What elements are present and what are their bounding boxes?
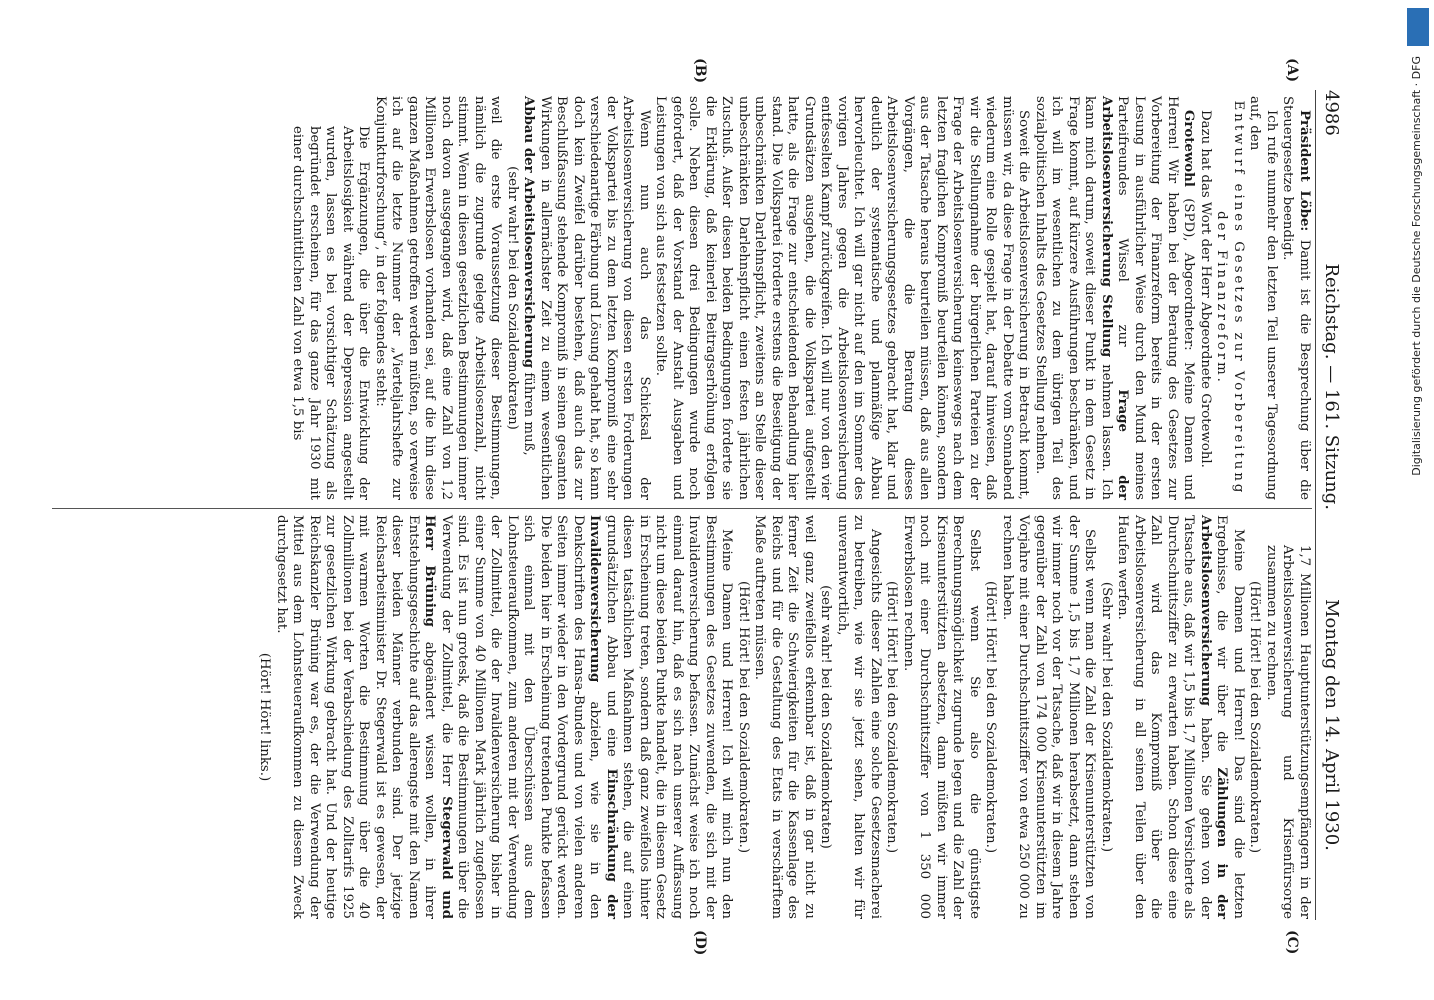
agenda-title: Entwurf eines Gesetzes zur Vorbereitung der Finanzreform. — [1214, 100, 1246, 496]
speaker-name: Präsident Löbe: — [1297, 110, 1312, 232]
page-number: 4986 — [1321, 90, 1342, 136]
paragraph-text: Meine Damen und Herren! Ich will mich nun den Bestimmungen des Gesetzes zuwenden, die sich mit der Invalidenversicherung befassen. Zunächst weise ich noch einmal darauf hin, daß es sich nach unserer Auffassung nicht um diese beiden Punkte handelt, die in diesem Gesetz in Erscheinung treten, sondern daß ganz zweifellos hinter diesen tatsächlichen Maßnahmen stehen, die auf einen grundsätzlichen Abbau und eine — [604, 515, 735, 919]
speaker-name: Grotewohl — [1181, 110, 1197, 187]
quotation: Die Ergänzungen, die über die Entwicklung der Arbeitslosigkeit während der Depression angestellt wurden, lassen es bei vorsichtiger Schätzung als begründet erscheinen, für das ganze Jahr 1930 mit einer durchschnittlichen Zahl von etwa 1,5 bis — [290, 126, 372, 500]
paragraph — [1279, 96, 1312, 500]
margin-marker-b: (B) — [692, 58, 708, 84]
emphasis-text: Einschränkung der Invalidenversicherung — [587, 515, 619, 919]
paragraph — [1114, 515, 1246, 919]
paragraph: Soweit die Arbeitslosenversicherung in Betracht kommt, müssen wir, da diese Frage in der Debatte vom Sonnabend wiederum eine Rolle gespielt hat, darauf hinweisen, daß wir die Stellungnahme der bürgerlichen Parteien zu der Frage der Arbeitslosenversicherung keineswegs nach dem letzten fraglichen Kompromiß beurteilen können, sondern aus der Tatsache heraus beurteilen müssen, daß aus allen Vorgängen, die die Beratung dieses Arbeitslosenversicherungsgesetzes gebracht hat, klar und deutlich der systematische und planmäßige Abbau hervorleuchtet. Ich will gar nicht auf den im Sommer des vorigen Jahres gegen die Arbeitslosenversicherung entfesselten Kampf zurückgreifen. Ich will nur von den vier Grundsätzen ausgehen, die die Volkspartei aufgestellt hatte, als die Frage zur entscheidenden Behandlung hier stand. Die Volkspartei forderte erstens die Beseitigung der unbeschränkten Darlehnspflicht, zweitens an Stelle dieser unbeschränkten Darlehnspflicht einen festen jährlichen Zuschuß. Außer diesen beiden Bedingungen forderte sie die Erklärung, daß keinerlei Beitragserhöhung erfolgen solle. Neben diesen drei Bedingungen wurde noch gefordert, daß der Vorstand der Anstalt Ausgaben und Leistungen von sich aus festsetzen sollte. — [653, 96, 1032, 500]
paragraph-text: nehmen lassen. Ich kann mich darum, soweit dieser Punkt in dem Gesetz in Frage kommt, auf kürzere Ausführungen beschränken, und ich will im wesentlichen zu dem übrigen Teil des sozialpolitischen Inhalts des Gesetzes Stellung nehmen. — [1033, 96, 1114, 500]
paragraph-text: Wenn nun auch das Schicksal der Arbeitslosenversicherung von diesen ersten Forderungen der Volkspartei bis zu dem letzten Kompromiß eine sehr verschiedenartige Färbung und Lösung gehabt hat, so kann doch kein Zweifel darüber bestehen, daß auch das zur Beschlußfassung stehende Kompromiß in seinen gesamten Wirkungen in allernächster Zeit zu einem wesentlichen — [538, 96, 652, 500]
paragraph: weil die erste Voraussetzung dieser Bestimmungen, nämlich die zugrunde gelegte Arbeitslosenzahl, nicht stimmt. Wenn in diesen gesetzlichen Bestimmungen immer noch davon ausgegangen wird, daß eine Zahl von 1,2 Millionen Erwerbslosen vorhanden sei, auf die hin diese ganzen Maßnahmen getroffen werden müßten, so verweise ich auf die letzte Nummer der „Vierteljahrshefte zur Konjunkturforschung“, in der folgendes steht: — [373, 96, 504, 500]
emphasis-text: Stegerwald und Herr Brüning — [422, 515, 454, 919]
right-column — [256, 515, 1312, 919]
margin-marker-d: (D) — [692, 930, 708, 956]
paragraph: Dazu hat das Wort der Herr Abgeordnete Grotewohl. — [1198, 110, 1213, 468]
interjection: (sehr wahr! bei den Sozialdemokraten) — [505, 166, 520, 430]
paragraph-text: haben. Sie gehen von der Tatsache aus, daß wir 1,5 bis 1,7 Millionen Versicherte als Durchschnittsziffer zu erwarten haben. Schon diese eine Zahl wird das Kompromiß über die Arbeitslosenversicherung in all seinen Teilen über den Haufen werfen. — [1115, 515, 1213, 919]
column-divider — [52, 508, 1312, 509]
interjection: (sehr wahr! bei den Sozialdemokraten) — [818, 585, 834, 849]
emphasis-text: Zählungen in der Arbeitslosenversicherung — [1198, 515, 1230, 920]
paragraph-text: Meine Damen und Herren! Das sind die letzten Ergebnisse, die wir über die — [1214, 515, 1246, 919]
dfg-logo-icon — [1407, 8, 1429, 46]
interjection: (Hört! Hört! bei den Sozialdemokraten.) — [884, 580, 900, 854]
interjection: (Hört! Hört! bei den Sozialdemokraten.) — [1247, 580, 1263, 854]
emphasis-text: Frage der Arbeitslosenversicherung Stellung — [1099, 96, 1131, 500]
paragraph-text: abzielen, wie sie in den Denkschriften des Hansa-Bundes und von vielen anderen Seiten immer wieder in den Vordergrund gerückt werden. Die beiden hier in Erscheinung tretenden Punkte befassen sich einmal mit den Überschüssen aus dem Lohnsteueraufkommen, zum anderen mit der Verwendung der Zollmittel, die der Invalidenversicherung bisher in einer Summe von 40 Millionen Mark jährlich zugeflossen sind. Es ist nun grotesk, daß die Bestimmungen über die Verwendung der Zollmittel, die Herr — [439, 515, 603, 919]
paragraph — [273, 515, 735, 919]
paragraph-text: abgeändert wissen wollen, in ihrer Entstehungsgeschichte auf das allerengste mit den Namen dieser beiden Männer verbunden sind. Der jetzige Reichsarbeitsminister Dr. Stegerwald ist es gewesen, der mit warmen Worten die Bestimmung über die 40 Zollmillionen bei der Verabschiedung des Zolltarifs 1925 zur gesetzlichen Wirkung gebracht hat. Und der heutige Reichskanzler Brüning war es, der die Verwendung der Mittel aus dem Lohnsteueraufkommen zu diesem Zweck durchgesetzt hat. — [274, 515, 438, 920]
paragraph: weil ganz zweifellos erkennbar ist, daß in gar nicht zu ferner Zeit die Schwierigkeiten für die Kassenlage des Reichs und für die Gestaltung des Etats in verschärftem Maße auftreten müssen. — [752, 515, 817, 919]
paragraph: Angesichts dieser Zahlen eine solche Gesetzesmacherei zu betreiben, wie wir sie jetzt sehen, halten wir für unverantwortlich, — [835, 515, 883, 919]
credit-text: Digitalisierung gefördert durch die Deutsche Forschungsgemeinschaft · — [1410, 82, 1423, 476]
emphasis-text: Abbau der Arbeitslosenversicherung — [521, 96, 537, 369]
quotation: 1,7 Millionen Hauptunterstützungsempfängern in der Arbeitslosenversicherung und Krisenfürsorge zusammen zu rechnen. — [1264, 545, 1312, 919]
paragraph: Ich rufe nunmehr den letzten Teil unserer Tagesordnung auf, den — [1247, 96, 1279, 500]
margin-marker-a: (A) — [1284, 58, 1300, 83]
header-rule — [1315, 90, 1316, 920]
interjection: (Sehr wahr! bei den Sozialdemokraten.) — [1099, 581, 1114, 853]
left-column — [289, 96, 1312, 500]
interjection: (Hört! Hört! bei den Sozialdemokraten.) — [983, 580, 999, 854]
paragraph-text: führen muß, — [521, 372, 537, 456]
paragraph-text: Damit ist die Besprechung über die Steuergesetze beendigt. — [1280, 96, 1312, 500]
digitization-credit-sidebar — [1404, 8, 1430, 992]
paragraph — [520, 96, 652, 500]
dfg-logo-label: DFG — [1410, 56, 1423, 80]
paragraph-text: (SPD), Abgeordneter: Meine Damen und Herren! Wir haben bei der Beratung des Gesetzes zur Vorbereitung der Finanzreform bereits in der ersten Lesung in ausführlicher Weise durch den Mund meines Parteifreundes Wissel zur — [1115, 96, 1197, 501]
paragraph: Selbst wenn man die Zahl der Krisenunterstützten von der Summe 1,5 bis 1,7 Millionen herabsetzt, dann stehen wir immer noch vor der Tatsache, daß wir in diesem Jahre gegenüber der Zahl von 174 000 Krisenunterstützten im Vorjahre mit einer Durchschnittsziffer von etwa 250 000 zu rechnen haben. — [1000, 515, 1098, 919]
session-date: Montag den 14. April 1930. — [1321, 599, 1342, 851]
digitization-credit — [1404, 8, 1430, 992]
interjection: (Hört! Hört! links.) — [257, 652, 273, 782]
page-header — [1314, 90, 1348, 920]
interjection: (Hört! Hört! bei den Sozialdemokraten.) — [736, 580, 751, 854]
session-title: Reichstag. — 161. Sitzung. — [1321, 263, 1342, 510]
paragraph: Selbst wenn Sie also die günstigste Berechnungsmöglichkeit zugrunde legen und die Zahl der Krisenunterstützten absetzen, dann müßten wir immer noch mit einer Durchschnittsziffer von 1 350 000 Erwerbslosen rechnen. — [901, 515, 982, 919]
paragraph — [1032, 96, 1197, 500]
margin-marker-c: (C) — [1284, 930, 1300, 955]
